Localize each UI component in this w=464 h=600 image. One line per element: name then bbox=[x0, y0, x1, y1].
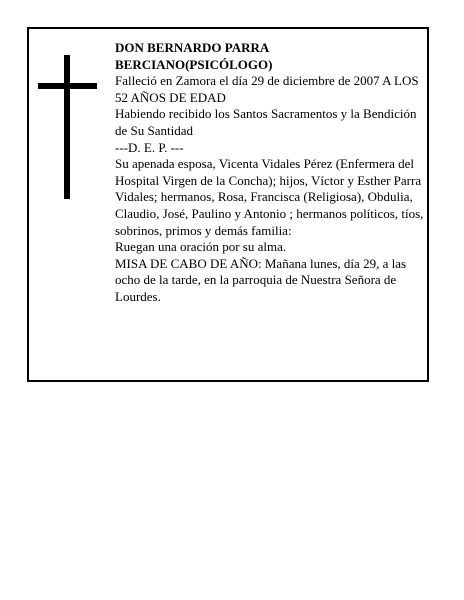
cross-icon bbox=[38, 55, 97, 199]
prayer-request: Ruegan una oración por su alma. bbox=[115, 239, 287, 255]
family-list: Su apenada esposa, Vicenta Vidales Pérez (Enfermera del Hospital Virgen de la Concha); hijos, Víctor y Esther Parra Vidales; hermanos, Rosa, Francisca (Religiosa), Obdulia, Claudio, José, Paulino y Antonio ; hermanos políticos, tíos, sobrinos, primos y demás familia: bbox=[115, 156, 424, 238]
cross-horizontal-bar bbox=[38, 83, 97, 89]
rip-line: ---D. E. P. --- bbox=[115, 139, 184, 155]
deceased-name: DON BERNARDO PARRA BERCIANO(PSICÓLOGO) bbox=[115, 40, 273, 72]
cross-vertical-bar bbox=[64, 55, 70, 199]
sacraments-line: Habiendo recibido los Santos Sacramentos y la Bendición de Su Santidad bbox=[115, 106, 417, 138]
mass-announcement: MISA DE CABO DE AÑO: Mañana lunes, día 29, a las ocho de la tarde, en la parroquia de Nuestra Señora de Lourdes. bbox=[115, 255, 407, 304]
obituary-notice bbox=[27, 27, 429, 382]
death-info: Falleció en Zamora el día 29 de diciembre de 2007 A LOS 52 AÑOS DE EDAD bbox=[115, 73, 419, 105]
notice-body bbox=[115, 40, 425, 306]
